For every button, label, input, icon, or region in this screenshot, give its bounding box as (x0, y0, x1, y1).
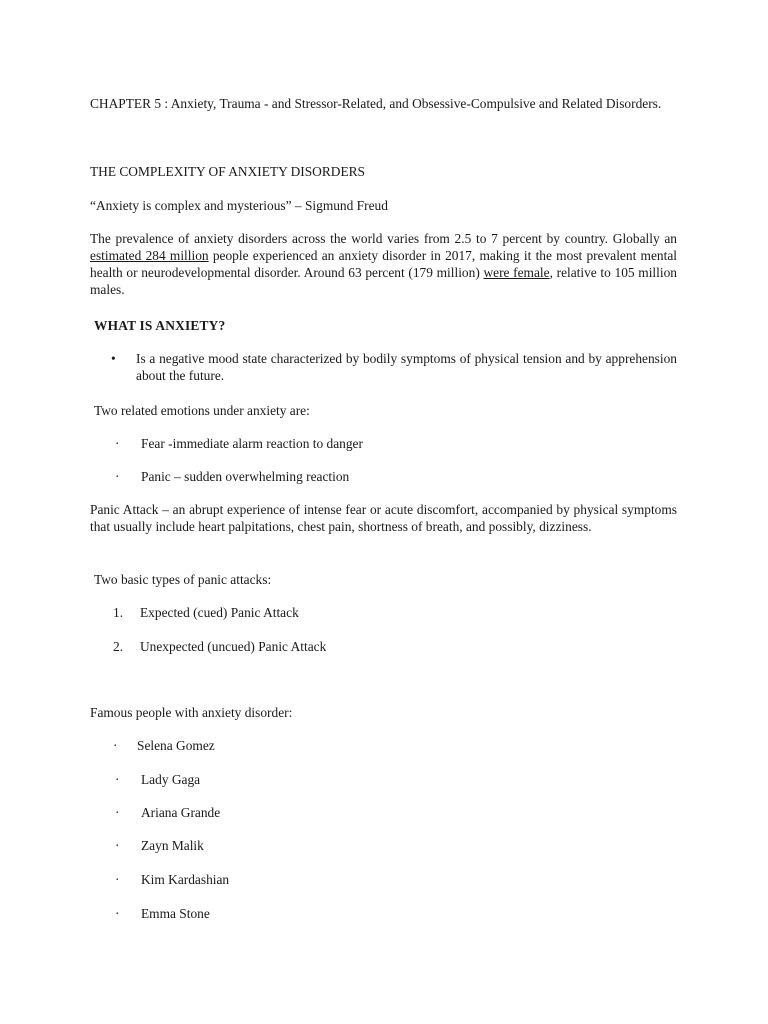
list-item: Panic – sudden overwhelming reaction (141, 469, 350, 484)
prevalence-text-3: , relative to 105 million males. (90, 265, 677, 297)
prevalence-text-2: people experienced an anxiety disorder in 2017, making it the most prevalent mental health or neurodevelopmental disorder. Around 63 percent (179 million) (90, 248, 677, 280)
list-item: Ariana Grande (141, 805, 221, 820)
list-item: Lady Gaga (141, 772, 201, 787)
list-item: Zayn Malik (141, 838, 204, 853)
list-marker: · (113, 738, 118, 753)
prevalence-paragraph (90, 230, 677, 298)
list-marker: · (115, 469, 120, 484)
list-marker: · (115, 772, 120, 787)
bullet-marker: • (111, 351, 116, 366)
list-item: Fear -immediate alarm reaction to danger (141, 436, 363, 451)
list-marker: · (115, 838, 120, 853)
list-marker: · (115, 436, 120, 451)
list-number: 2. (113, 639, 124, 654)
panic-attack-definition: Panic Attack – an abrupt experience of intense fear or acute discomfort, accompanied by physical symptoms that usually include heart palpitations, chest pain, shortness of breath, and possibly, dizziness. (90, 502, 677, 534)
estimated-284-million-link[interactable]: estimated 284 million (90, 248, 209, 263)
list-item: Selena Gomez (137, 738, 215, 753)
section-title: THE COMPLEXITY OF ANXIETY DISORDERS (90, 164, 366, 179)
list-marker: · (115, 906, 120, 921)
list-item: Emma Stone (141, 906, 210, 921)
list-item: Kim Kardashian (141, 872, 230, 887)
panic-types-intro: Two basic types of panic attacks: (94, 572, 272, 587)
anxiety-definition: Is a negative mood state characterized by bodily symptoms of physical tension and by apprehension about the future. (136, 351, 677, 383)
prevalence-text-1: The prevalence of anxiety disorders across the world varies from 2.5 to 7 percent by country. Globally an (90, 231, 677, 246)
list-item: Unexpected (uncued) Panic Attack (140, 639, 327, 654)
list-marker: · (115, 805, 120, 820)
famous-people-intro: Famous people with anxiety disorder: (90, 705, 293, 720)
list-number: 1. (113, 605, 124, 620)
were-female-link[interactable]: were female (483, 265, 550, 280)
what-is-anxiety-heading: WHAT IS ANXIETY? (94, 318, 226, 333)
emotions-intro: Two related emotions under anxiety are: (94, 403, 310, 418)
chapter-heading: CHAPTER 5 : Anxiety, Trauma - and Stressor-Related, and Obsessive-Compulsive and Related Disorders. (90, 96, 662, 111)
freud-quote: “Anxiety is complex and mysterious” – Sigmund Freud (90, 198, 388, 213)
list-item: Expected (cued) Panic Attack (140, 605, 299, 620)
list-marker: · (115, 872, 120, 887)
